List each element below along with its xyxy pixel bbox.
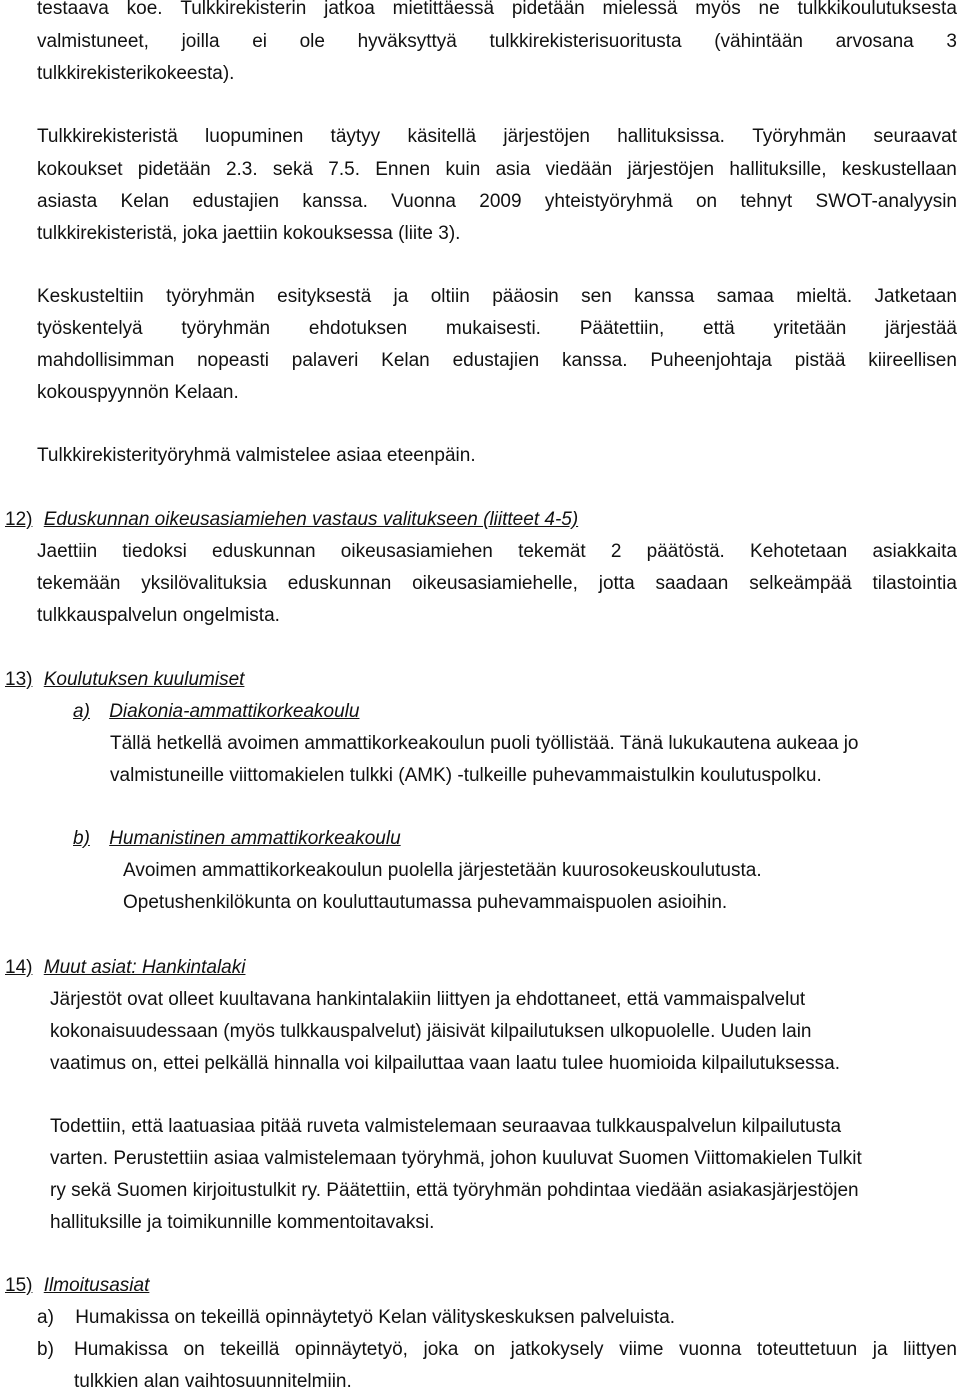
paragraph-line bbox=[37, 348, 957, 374]
section-14-heading bbox=[5, 955, 245, 981]
word: järjestää bbox=[885, 318, 957, 339]
word: ja bbox=[393, 286, 409, 307]
word: 7.5. bbox=[328, 159, 360, 180]
word: viedään bbox=[545, 159, 613, 180]
word: hallituksissa. bbox=[617, 126, 725, 147]
word: hallituksille, bbox=[729, 159, 827, 180]
word: saadaan bbox=[655, 573, 729, 594]
word: ne bbox=[758, 0, 780, 19]
word: Humakissa bbox=[74, 1339, 168, 1360]
word: että bbox=[703, 318, 735, 339]
list-item-text: Humakissa on tekeillä opinnäytetyö Kelan välityskeskuksen palveluista. bbox=[75, 1307, 676, 1328]
word: eduskunnan bbox=[212, 541, 316, 562]
section-title: Eduskunnan oikeusasiamiehen vastaus valitukseen (liitteet 4-5) bbox=[43, 509, 579, 530]
word: tilastointia bbox=[872, 573, 957, 594]
word: tulkkikoulutuksesta bbox=[797, 0, 957, 19]
paragraph-line bbox=[37, 124, 957, 150]
paragraph-line bbox=[37, 571, 957, 597]
word: testaava bbox=[37, 0, 109, 19]
word: ja bbox=[872, 1339, 888, 1360]
word: palaveri bbox=[291, 350, 359, 371]
list-marker: a) bbox=[37, 1307, 54, 1328]
word: arvosana bbox=[835, 31, 914, 52]
word: sekä bbox=[272, 159, 314, 180]
word: tiedoksi bbox=[122, 541, 187, 562]
paragraph-line: varten. Perustettiin asiaa valmistelemaan työryhmä, johon kuuluvat Suomen Viittomakielen Tulkit bbox=[50, 1148, 862, 1169]
word: selkeämpää bbox=[749, 573, 852, 594]
word: edustajien bbox=[452, 350, 540, 371]
word: samaa bbox=[716, 286, 774, 307]
paragraph-line: Avoimen ammattikorkeakoulun puolella järjestetään kuurosokeuskoulutusta. bbox=[123, 860, 762, 881]
word: eduskunnan bbox=[287, 573, 392, 594]
word: ehdotuksen bbox=[308, 318, 408, 339]
word: on bbox=[695, 191, 718, 212]
word: Jatketaan bbox=[874, 286, 957, 307]
word: Tulkkirekisteristä bbox=[37, 126, 178, 147]
word: opinnäytetyö, bbox=[294, 1339, 408, 1360]
paragraph-line: valmistuneille viittomakielen tulkki (AMK) -tulkeille puhevammaistulkin koulutuspolku. bbox=[110, 765, 822, 786]
word: käsitellä bbox=[407, 126, 477, 147]
word: hyväksyttyä bbox=[357, 31, 457, 52]
word: jatkokysely bbox=[510, 1339, 604, 1360]
word: tekeillä bbox=[220, 1339, 280, 1360]
word: oikeusasiamiehelle, bbox=[412, 573, 578, 594]
word: sen bbox=[581, 286, 612, 307]
word: pidetään bbox=[511, 0, 585, 19]
word: vuonna bbox=[678, 1339, 742, 1360]
word: on bbox=[183, 1339, 205, 1360]
word: oikeusasiamiehen bbox=[340, 541, 493, 562]
word: 2 bbox=[610, 541, 622, 562]
section-number: 14) bbox=[5, 957, 33, 978]
word: tekemään bbox=[37, 573, 121, 594]
paragraph-line bbox=[37, 284, 957, 310]
section-15-heading bbox=[5, 1273, 149, 1299]
word: koe. bbox=[126, 0, 163, 19]
word: järjestöjen bbox=[627, 159, 715, 180]
word: Päätettiin, bbox=[579, 318, 665, 339]
word: liittyen bbox=[903, 1339, 957, 1360]
word: työryhmän bbox=[166, 286, 255, 307]
word: Jaettiin bbox=[37, 541, 98, 562]
word: joilla bbox=[181, 31, 220, 52]
word: pidetään bbox=[137, 159, 211, 180]
word: 2.3. bbox=[225, 159, 258, 180]
paragraph-line: hallituksille ja toimikunnille kommentoitavaksi. bbox=[50, 1212, 435, 1233]
word: jotta bbox=[598, 573, 635, 594]
paragraph-line bbox=[37, 157, 957, 183]
word: kanssa. bbox=[302, 191, 368, 212]
paragraph-line: kokonaisuudessaan (myös tulkkauspalvelut) jäisivät kilpailutuksen ulkopuolelle. Uuden lain bbox=[50, 1021, 812, 1042]
word: ole bbox=[299, 31, 325, 52]
word: kanssa bbox=[634, 286, 695, 307]
word: toteuttetuun bbox=[756, 1339, 858, 1360]
word: mahdollisimman bbox=[37, 350, 175, 371]
word: kokoukset bbox=[37, 159, 123, 180]
word: yritetään bbox=[773, 318, 847, 339]
word: täytyy bbox=[330, 126, 381, 147]
word: nopeasti bbox=[197, 350, 269, 371]
list-marker: b) bbox=[73, 828, 90, 849]
paragraph-line: Todettiin, että laatuasiaa pitää ruveta valmistelemaan seuraavaa tulkkauspalvelun kilpailutusta bbox=[50, 1116, 842, 1137]
word: luopuminen bbox=[205, 126, 304, 147]
word: mietittäessä bbox=[392, 0, 495, 19]
word: tekemät bbox=[518, 541, 586, 562]
word: mielessä bbox=[602, 0, 678, 19]
section-title: Koulutuksen kuulumiset bbox=[43, 669, 245, 690]
list-item-b-marker: b) bbox=[37, 1339, 54, 1360]
paragraph-line: Järjestöt ovat olleet kuultavana hankintalakiin liittyen ja ehdottaneet, että vammaispalvelut bbox=[50, 989, 806, 1010]
word: valmistuneet, bbox=[37, 31, 149, 52]
word: Puheenjohtaja bbox=[650, 350, 772, 371]
paragraph-line: ry sekä Suomen kirjoitustulkit ry. Päätettiin, että työryhmän pohdintaa viedään asiakasjärjestöjen bbox=[50, 1180, 859, 1201]
word: Kelan bbox=[381, 350, 430, 371]
word: (vähintään bbox=[714, 31, 803, 52]
word: on bbox=[473, 1339, 496, 1360]
word: edustajien bbox=[192, 191, 280, 212]
word: Kelan bbox=[120, 191, 170, 212]
word: viime bbox=[619, 1339, 664, 1360]
paragraph-line: vaatimus on, ettei pelkällä hinnalla voi kilpailuttaa vaan laatu tulee huomioida kilpailutuksessa. bbox=[50, 1053, 841, 1074]
word: myös bbox=[695, 0, 741, 19]
section-number: 12) bbox=[5, 509, 33, 530]
word: työskentelyä bbox=[37, 318, 143, 339]
word: asia bbox=[495, 159, 531, 180]
word: joka bbox=[423, 1339, 459, 1360]
word: seuraavat bbox=[873, 126, 957, 147]
subsection-title: Humanistinen ammattikorkeakoulu bbox=[109, 828, 401, 849]
section-12-heading bbox=[5, 507, 578, 533]
subsection-b-heading bbox=[73, 826, 401, 852]
word: esityksestä bbox=[277, 286, 372, 307]
paragraph-line: Opetushenkilökunta on kouluttautumassa puhevammaispuolen asioihin. bbox=[123, 892, 728, 913]
word: Keskusteltiin bbox=[37, 286, 144, 307]
paragraph-line bbox=[37, 189, 957, 215]
list-item-a bbox=[37, 1305, 675, 1331]
section-title: Ilmoitusasiat bbox=[43, 1275, 150, 1296]
subsection-a-heading bbox=[73, 699, 359, 725]
word: Ennen bbox=[375, 159, 431, 180]
word: päätöstä. bbox=[646, 541, 725, 562]
word: asiasta bbox=[37, 191, 98, 212]
paragraph-line: tulkkauspalvelun ongelmista. bbox=[37, 605, 280, 626]
word: työryhmän bbox=[181, 318, 271, 339]
word: keskustellaan bbox=[841, 159, 957, 180]
word: mieltä. bbox=[796, 286, 853, 307]
paragraph-line bbox=[37, 29, 957, 55]
list-item-text: tulkkien alan vaihtosuunnitelmiin. bbox=[74, 1371, 352, 1392]
word: jatkoa bbox=[324, 0, 375, 19]
list-item-text bbox=[74, 1337, 957, 1363]
word: Työryhmän bbox=[752, 126, 847, 147]
word: pistää bbox=[794, 350, 846, 371]
word: yhteistyöryhmä bbox=[544, 191, 673, 212]
section-13-heading bbox=[5, 667, 244, 693]
word: asiakkaita bbox=[872, 541, 957, 562]
paragraph-line: Tulkkirekisterityöryhmä valmistelee asiaa eteenpäin. bbox=[37, 445, 476, 466]
paragraph-line: tulkkirekisterikokeesta). bbox=[37, 63, 235, 84]
section-title: Muut asiat: Hankintalaki bbox=[43, 957, 246, 978]
word: Vuonna bbox=[391, 191, 456, 212]
section-number: 15) bbox=[5, 1275, 33, 1296]
paragraph-line bbox=[37, 539, 957, 565]
paragraph-line bbox=[37, 316, 957, 342]
word: tulkkirekisterisuoritusta bbox=[489, 31, 682, 52]
word: tehnyt bbox=[740, 191, 793, 212]
word: Kehotetaan bbox=[750, 541, 848, 562]
word: oltiin bbox=[430, 286, 470, 307]
word: SWOT-analyysin bbox=[815, 191, 957, 212]
word: kuin bbox=[445, 159, 481, 180]
word: järjestöjen bbox=[503, 126, 590, 147]
word: yksilövalituksia bbox=[141, 573, 267, 594]
word: pääosin bbox=[492, 286, 559, 307]
word: 2009 bbox=[479, 191, 522, 212]
word: ei bbox=[252, 31, 267, 52]
word: mukaisesti. bbox=[445, 318, 541, 339]
paragraph-line bbox=[37, 0, 957, 22]
paragraph-line: kokouspyynnön Kelaan. bbox=[37, 382, 239, 403]
section-number: 13) bbox=[5, 669, 33, 690]
word: kanssa. bbox=[562, 350, 628, 371]
paragraph-line: tulkkirekisteristä, joka jaettiin kokouksessa (liite 3). bbox=[37, 223, 461, 244]
subsection-title: Diakonia-ammattikorkeakoulu bbox=[109, 701, 360, 722]
word: kiireellisen bbox=[868, 350, 957, 371]
word: 3 bbox=[946, 31, 957, 52]
word: Tulkkirekisterin bbox=[180, 0, 307, 19]
paragraph-line: Tällä hetkellä avoimen ammattikorkeakoulun puoli työllistää. Tänä lukukautena aukeaa jo bbox=[110, 733, 859, 754]
list-marker: a) bbox=[73, 701, 90, 722]
